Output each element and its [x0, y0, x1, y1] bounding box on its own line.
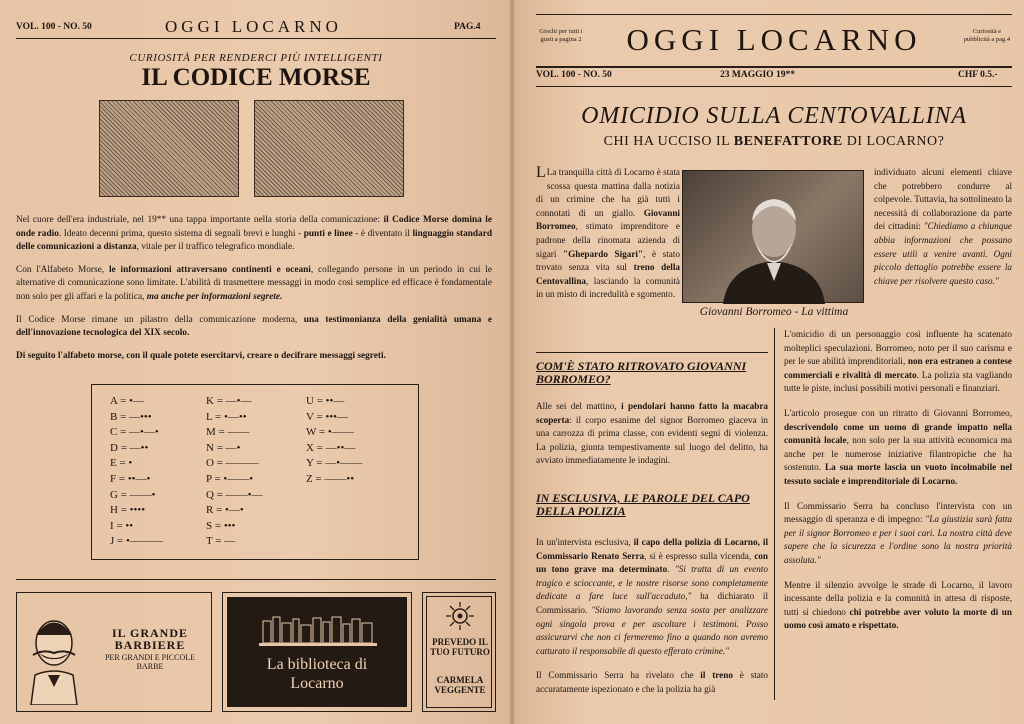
header-rule — [16, 38, 496, 39]
section-rule — [16, 579, 496, 580]
morse-entry: U = ••— — [306, 395, 345, 407]
article-kicker: CURIOSITÀ PER RENDERCI PIÙ INTELLIGENTI — [129, 52, 383, 64]
section-heading: COM'È STATO RITROVATO GIOVANNI BORROMEO? — [536, 359, 747, 386]
morse-column-3 — [306, 395, 362, 489]
paragraph: Nel cuore dell'era industriale, nel 19** una tappa importante nella storia della comunicazione: il Codice Morse domina le onde radio. Ideato decenni prima, questo sistema di segnali brevi e lunghi - punti e linee - è diventato il linguaggio standard delle comunicazioni a distanza, vitale per il traffico telegrafico mondiale. — [16, 215, 492, 253]
morse-entry: I = •• — [110, 519, 134, 532]
main-subheadline: CHI HA UCCISO IL BENEFATTORE DI LOCARNO? — [603, 134, 945, 149]
telegraph-operator-illustration — [254, 100, 404, 197]
section-body: Alle sei del mattino, i pendolari hanno fatto la macabra scoperta: il corpo esanime del signor Borromeo giaceva in una carrozza di prima classe, con evidenti segni di violenza. La polizia, giunta tempestivamente sul luogo del delitto, ha avviato immediatamente le indagini. — [536, 401, 768, 466]
issue-price: CHF 0.5.- — [958, 70, 998, 80]
fortune-name: CARMELA VEGGENTE — [434, 675, 486, 695]
paragraph: Di seguito l'alfabeto morse, con il quale potete esercitarvi, creare o decifrare messaggi segreti. — [16, 350, 386, 361]
bookshelf-icon — [259, 613, 377, 647]
morse-entry: B = —••• — [110, 410, 152, 423]
morse-article-body — [16, 214, 492, 372]
section-heading: IN ESCLUSIVA, LE PAROLE DEL CAPO DELLA POLIZIA — [536, 491, 750, 518]
morse-entry: T = — — [206, 535, 236, 548]
article-title: IL CODICE MORSE — [141, 64, 371, 91]
masthead-rule — [536, 66, 1012, 68]
paragraph: L'omicidio di un personaggio così influente ha scatenato molteplici speculazioni. Borromeo, noto per il suo carisma e per le sue abilità imprenditoriali, non era estraneo a contese commerciali e rivalità di mercato. La polizia sta vagliando tutte le piste, inclusi possibili motivi personali e finanziari. — [784, 329, 1012, 394]
barber-title: IL GRANDE BARBIERE — [111, 626, 188, 652]
victim-photo — [682, 170, 864, 303]
paragraph: Con l'Alfabeto Morse, le informazioni attraversano continenti e oceani, collegando persone in un periodo in cui le alternative di comunicazione sono limitate. L'abilità di trasmettere messaggi in modo così semplice ed efficace è fondamentale non solo per gli affari e la politica, ma anche per informazioni segrete. — [16, 264, 492, 302]
barber-subtitle: PER GRANDI E PICCOLE BARBE — [104, 653, 195, 671]
victim-portrait-icon — [683, 171, 865, 304]
barber-advertisement — [16, 592, 212, 712]
morse-entry: A = •— — [110, 395, 144, 407]
morse-alphabet-table — [91, 384, 419, 560]
paragraph: Il Commissario Serra ha concluso l'intervista con un messaggio di speranza e di impegno: "La giustizia sarà fatta per il signor Borromeo e per i suoi cari. La nostra città deve sapere che la sicurezza e l'ordine sono la nostra priorità assoluta." — [784, 500, 1012, 565]
morse-entry: C = —•—• — [110, 426, 159, 439]
right-masthead: OGGI LOCARNO — [626, 22, 922, 57]
top-rule — [536, 14, 1012, 15]
photo-caption: Giovanni Borromeo - La vittima — [699, 306, 849, 318]
morse-entry: Y = —•—— — [306, 457, 363, 470]
morse-entry: J = •——— — [110, 535, 163, 548]
morse-entry: S = ••• — [206, 519, 236, 532]
main-headline: OMICIDIO SULLA CENTOVALLINA — [581, 103, 967, 129]
morse-entry: G = ——• — [110, 488, 156, 501]
paragraph: Mentre il silenzio avvolge le strade di Locarno, il lavoro incessante della polizia e la comunità in attesa di risposte, tutti si chiedono chi potrebbe aver voluto la morte di un uomo così amato e rispettato. — [784, 579, 1013, 631]
morse-entry: F = ••—• — [110, 472, 151, 485]
library-name: La biblioteca di Locarno — [266, 656, 368, 692]
morse-entry: V = •••— — [306, 410, 349, 423]
morse-entry: D = —•• — [110, 441, 149, 454]
lead-paragraph: L La tranquilla città di Locarno è stata scossa questa mattina dalla notizia di un crimine che ha già tutti i connotati di un giallo. Giovanni Borromeo, stimato imprenditore e padrone della rinomata azienda di sigari "Ghepardo Sigari", è stato trovato senza vita sul treno della Centovallina, lasciando la comunità in un misto di incredulità e sgomento. — [536, 164, 680, 300]
right-page — [512, 0, 1024, 724]
page-fold — [509, 0, 515, 724]
issue-date: 23 MAGGIO 19** — [720, 70, 795, 80]
top-right-text: individuato alcuni elementi chiave che potrebbero condurre al colpevole. Tuttavia, ha sottolineato la necessità di collaborazione da parte dei cittadini: "Chiediamo a chiunque abbia informazioni che possano essere utili a venire avanti. Ogni piccolo dettaglio potrebbe essere la chiave per risolvere questo caso." — [874, 167, 1012, 286]
paragraph: In un'intervista esclusiva, il capo della polizia di Locarno, il Commissario Renato Serra, si è espresso sulla vicenda, con un tono grave ma determinato. "Si tratta di un evento tragico e scioccante, e le nostre risorse sono completamente dedicate a fare luce sull'accaduto," ha dichiarato il Commissario. "Stiamo lavorando senza sosta per analizzare ogni singola prova e per ascoltare i testimoni. Posso assicurarvi che non ci fermeremo fino a quando non avremo catturato il responsabile di questo efferato crimine." — [536, 537, 768, 656]
games-note: Giochi per tutti i gusti a pagina 2 — [539, 28, 583, 43]
drop-cap: L — [536, 164, 546, 181]
morse-entry: N = —• — [206, 441, 241, 454]
right-vol: VOL. 100 - NO. 50 — [536, 70, 612, 80]
morse-entry: L = •—•• — [206, 410, 247, 423]
paragraph: Il Codice Morse rimane un pilastro della comunicazione moderna, una testimonianza della genialità umana e dell'innovazione tecnologica del XIX secolo. — [16, 314, 492, 339]
column-divider — [774, 328, 775, 700]
barber-portrait-icon — [23, 605, 85, 705]
morse-column-2 — [206, 395, 263, 551]
morse-entry: K = —•— — [206, 395, 252, 407]
date-rule — [536, 86, 1012, 87]
section-rule — [536, 352, 768, 353]
morse-entry: X = —••— — [306, 441, 356, 454]
fortune-teller-advertisement — [422, 592, 496, 712]
curiosity-note: Curiosità e pubblicità a pag.4 — [963, 28, 1011, 43]
paragraph: L'articolo prosegue con un ritratto di Giovanni Borromeo, descrivendolo come un uomo di grande impatto nella comunità locale, non solo per la sua attività economica ma anche per le numerose iniziative filantropiche che ha sostenuto. La sua morte lascia un vuoto incolmabile nel tessuto sociale e imprenditoriale di Locarno. — [784, 407, 1012, 486]
section-body — [536, 536, 768, 708]
morse-column-1 — [110, 395, 163, 551]
library-panel — [227, 597, 407, 707]
left-masthead: OGGI LOCARNO — [165, 17, 342, 36]
morse-entry: P = •——• — [206, 472, 254, 485]
fortune-title: PREVEDO IL TUO FUTURO — [430, 637, 490, 657]
library-advertisement — [222, 592, 412, 712]
morse-entry: E = • — [110, 457, 133, 470]
morse-entry: O = ——— — [206, 457, 259, 470]
morse-entry: W = •—— — [306, 426, 354, 439]
morse-entry: Z = ——•• — [306, 472, 355, 485]
telegraph-operator-illustration — [99, 100, 239, 197]
paragraph: Il Commissario Serra ha rivelato che il treno è stato accuratamente ispezionato e che la polizia ha già — [536, 670, 769, 694]
right-column-body — [784, 328, 1012, 644]
morse-entry: M = —— — [206, 426, 250, 439]
morse-entry: H = •••• — [110, 504, 146, 517]
left-page-number: PAG.4 — [454, 22, 481, 32]
morse-entry: Q = ——•— — [206, 488, 263, 501]
left-vol: VOL. 100 - NO. 50 — [16, 22, 92, 32]
morse-entry: R = •—• — [206, 504, 244, 517]
sun-eye-icon — [445, 601, 475, 631]
